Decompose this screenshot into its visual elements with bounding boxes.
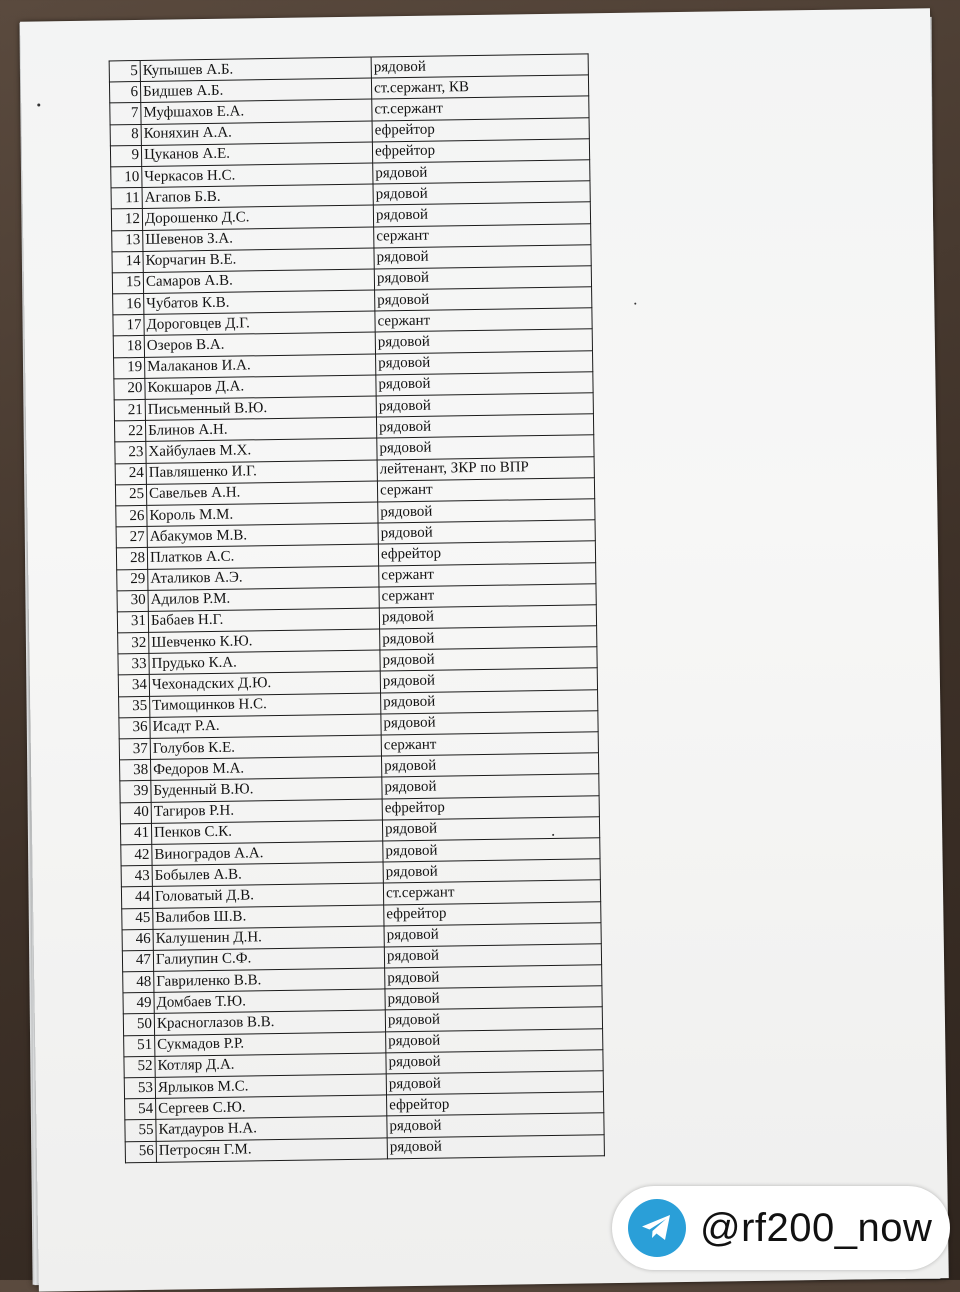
soldier-rank: рядовой [380,647,597,671]
soldier-rank: рядовой [373,202,590,226]
soldier-name: Агапов Б.В. [142,184,373,209]
row-number: 21 [114,399,145,421]
row-number: 12 [111,209,142,231]
soldier-rank: сержант [377,478,594,502]
soldier-name: Шевченко К.Ю. [149,629,380,654]
soldier-rank: рядовой [373,181,590,205]
roster-table-body [109,54,604,1163]
row-number: 34 [118,675,149,697]
soldier-name: Валибов Ш.В. [153,904,384,929]
row-number: 56 [125,1141,156,1163]
soldier-rank: рядовой [371,54,588,78]
soldier-name: Бабаев Н.Г. [148,608,379,633]
soldier-rank: рядовой [375,329,592,353]
soldier-name: Калушенин Д.Н. [153,926,384,951]
soldier-name: Блинов А.Н. [145,417,376,442]
row-number: 53 [124,1077,155,1099]
row-number: 54 [125,1099,156,1121]
row-number: 20 [114,378,145,400]
paper-speck [634,303,636,305]
soldier-name: Корчагин В.Е. [143,248,374,273]
soldier-rank: рядовой [374,244,591,268]
row-number: 25 [115,484,146,506]
soldier-name: Чехонадских Д.Ю. [149,671,380,696]
soldier-name: Шевенов З.А. [143,227,374,252]
row-number: 28 [116,548,147,570]
row-number: 32 [118,632,149,654]
row-number: 48 [123,971,154,993]
row-number: 31 [117,611,148,633]
soldier-rank: рядовой [374,266,591,290]
soldier-rank: рядовой [383,859,600,883]
soldier-rank: ефрейтор [372,139,589,163]
row-number: 11 [111,188,142,210]
soldier-name: Прудько К.А. [149,650,380,675]
soldier-name: Красноглазов В.В. [154,1010,385,1035]
soldier-rank: рядовой [375,287,592,311]
soldier-rank: рядовой [376,393,593,417]
row-number: 41 [120,823,151,845]
soldier-name: Исадт Р.А. [150,714,381,739]
row-number: 10 [111,166,142,188]
soldier-rank: рядовой [376,414,593,438]
soldier-name: Голубов К.Е. [150,735,381,760]
soldier-rank: ефрейтор [384,901,601,925]
soldier-name: Абакумов М.В. [147,523,378,548]
soldier-name: Платков А.С. [147,544,378,569]
soldier-name: Сукмадов Р.Р. [155,1032,386,1057]
row-number: 42 [121,844,152,866]
channel-handle: @rf200_now [700,1205,933,1250]
soldier-name: Черкасов Н.С. [142,163,373,188]
row-number: 45 [122,908,153,930]
soldier-name: Чубатов К.В. [144,290,375,315]
soldier-rank: рядовой [383,838,600,862]
soldier-rank: рядовой [380,668,597,692]
soldier-name: Ярлыков М.С. [155,1074,386,1099]
soldier-name: Хайбулаев М.Х. [146,438,377,463]
document-page [20,8,949,1291]
soldier-rank: сержант [379,583,596,607]
soldier-name: Савельев А.Н. [146,481,377,506]
row-number: 35 [119,696,150,718]
row-number: 16 [113,294,144,316]
soldier-rank: рядовой [381,689,598,713]
row-number: 30 [117,590,148,612]
soldier-rank: ст.сержант, КВ [371,75,588,99]
soldier-rank: рядовой [373,160,590,184]
soldier-rank: рядовой [385,986,602,1010]
soldier-rank: рядовой [378,499,595,523]
row-number: 55 [125,1120,156,1142]
soldier-name: Тагиров Р.Н. [151,799,382,824]
soldier-name: Пенков С.К. [151,820,382,845]
soldier-rank: сержант [381,732,598,756]
row-number: 39 [120,781,151,803]
roster-table [109,53,605,1163]
soldier-rank: ефрейтор [387,1092,604,1116]
soldier-rank: рядовой [386,1071,603,1095]
soldier-rank: сержант [375,308,592,332]
row-number: 40 [120,802,151,824]
row-number: 49 [123,993,154,1015]
soldier-rank: рядовой [386,1028,603,1052]
row-number: 14 [112,251,143,273]
paper-speck [37,103,40,106]
soldier-name: Аталиков А.Э. [148,565,379,590]
soldier-rank: рядовой [385,965,602,989]
soldier-rank: сержант [374,223,591,247]
soldier-name: Бидшев А.Б. [140,78,371,103]
soldier-rank: ст.сержант [372,96,589,120]
row-number: 26 [116,505,147,527]
row-number: 7 [110,103,141,125]
soldier-rank: рядовой [379,605,596,629]
soldier-rank: ст.сержант [383,880,600,904]
soldier-name: Бобылев А.В. [152,862,383,887]
row-number: 6 [109,82,140,104]
soldier-rank: рядовой [382,816,599,840]
soldier-name: Кокшаров Д.А. [145,375,376,400]
row-number: 24 [115,463,146,485]
soldier-name: Домбаев Т.Ю. [154,989,385,1014]
soldier-name: Павляшенко И.Г. [146,460,377,485]
soldier-rank: ефрейтор [382,795,599,819]
soldier-rank: рядовой [382,774,599,798]
soldier-rank: рядовой [378,520,595,544]
soldier-name: Буденный В.Ю. [151,777,382,802]
soldier-name: Головатый Д.В. [152,883,383,908]
soldier-rank: рядовой [380,626,597,650]
soldier-rank: рядовой [387,1113,604,1137]
row-number: 18 [113,336,144,358]
row-number: 8 [110,124,141,146]
row-number: 44 [121,887,152,909]
row-number: 27 [116,527,147,549]
row-number: 47 [122,950,153,972]
row-number: 9 [110,145,141,167]
soldier-name: Котляр Д.А. [155,1053,386,1078]
soldier-name: Малаканов И.А. [145,354,376,379]
soldier-name: Муфшахов Е.А. [141,99,372,124]
soldier-name: Озеров В.А. [144,332,375,357]
row-number: 36 [119,717,150,739]
row-number: 19 [114,357,145,379]
soldier-rank: рядовой [385,1007,602,1031]
soldier-name: Дорошенко Д.С. [142,205,373,230]
soldier-rank: рядовой [376,350,593,374]
soldier-name: Тимощинков Н.С. [150,693,381,718]
soldier-rank: ефрейтор [372,117,589,141]
soldier-name: Адилов Р.М. [148,587,379,612]
row-number: 15 [112,272,143,294]
soldier-name: Купышев А.Б. [140,57,371,82]
soldier-rank: рядовой [381,711,598,735]
soldier-name: Петросян Г.М. [156,1137,387,1162]
soldier-rank: рядовой [377,435,594,459]
soldier-name: Самаров А.В. [143,269,374,294]
row-number: 23 [115,442,146,464]
soldier-rank: рядовой [387,1134,604,1158]
soldier-name: Федоров М.А. [151,756,382,781]
row-number: 51 [124,1035,155,1057]
soldier-rank: рядовой [384,922,601,946]
soldier-rank: лейтенант, ЗКР по ВПР [377,456,594,480]
row-number: 17 [113,315,144,337]
soldier-name: Король М.М. [147,502,378,527]
soldier-rank: рядовой [386,1050,603,1074]
soldier-name: Виноградов А.А. [152,841,383,866]
soldier-name: Галиупин С.Ф. [153,947,384,972]
soldier-name: Сергеев С.Ю. [156,1095,387,1120]
soldier-name: Письменный В.Ю. [145,396,376,421]
row-number: 43 [121,866,152,888]
soldier-rank: рядовой [381,753,598,777]
soldier-name: Коняхин А.А. [141,121,372,146]
row-number: 37 [119,738,150,760]
soldier-name: Дороговцев Д.Г. [144,311,375,336]
soldier-rank: ефрейтор [378,541,595,565]
row-number: 38 [120,760,151,782]
row-number: 5 [109,60,140,82]
telegram-icon [628,1199,686,1257]
row-number: 29 [117,569,148,591]
row-number: 46 [122,929,153,951]
soldier-rank: рядовой [384,944,601,968]
row-number: 22 [114,421,145,443]
telegram-watermark [612,1186,950,1270]
row-number: 52 [124,1056,155,1078]
soldier-rank: сержант [379,562,596,586]
row-number: 33 [118,654,149,676]
row-number: 50 [123,1014,154,1036]
soldier-name: Катдауров Н.А. [156,1116,387,1141]
row-number: 13 [112,230,143,252]
soldier-name: Гавриленко В.В. [154,968,385,993]
soldier-rank: рядовой [376,372,593,396]
soldier-name: Цуканов А.Е. [141,142,372,167]
